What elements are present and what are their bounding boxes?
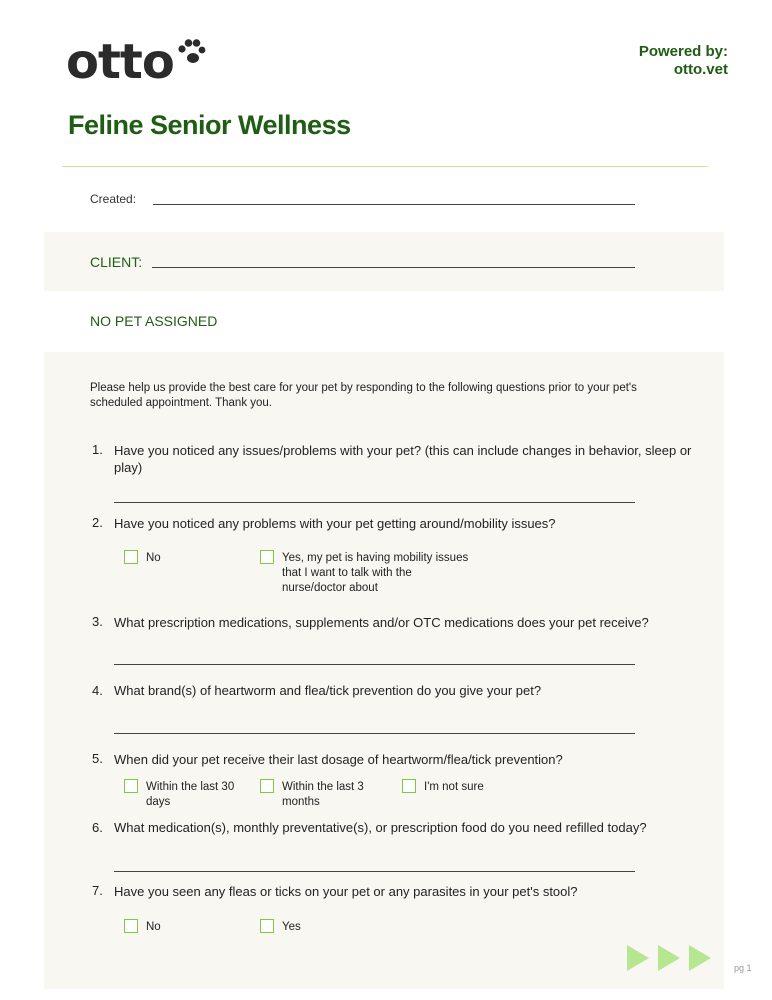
checkbox[interactable]: [402, 779, 416, 793]
created-label: Created:: [90, 192, 137, 206]
answer-line[interactable]: [114, 664, 635, 665]
answer-line[interactable]: [114, 733, 635, 734]
client-label: CLIENT:: [90, 254, 143, 270]
page-number: pg 1: [734, 963, 752, 973]
checkbox[interactable]: [124, 919, 138, 933]
pet-label: NO PET ASSIGNED: [90, 313, 218, 329]
otto-logo: [66, 34, 206, 90]
question-text: When did your pet receive their last dosage of heartworm/flea/tick prevention?: [114, 752, 563, 767]
question-number: 2.: [92, 515, 103, 530]
title-divider: [62, 166, 708, 167]
question-text: What prescription medications, supplements and/or OTC medications does your pet receive?: [114, 615, 649, 630]
powered-by-label: Powered by:: [638, 43, 728, 60]
checkbox[interactable]: [260, 550, 274, 564]
question-number: 5.: [92, 751, 103, 766]
checkbox-label: No: [146, 552, 161, 564]
question-text: What brand(s) of heartworm and flea/tick prevention do you give your pet?: [114, 683, 542, 698]
question-text: Have you noticed any issues/problems with your pet? (this can include changes in behavior, sleep or play): [114, 443, 692, 475]
next-arrows-icon: [627, 945, 711, 971]
checkbox-label: I'm not sure: [424, 781, 484, 793]
client-field[interactable]: [152, 267, 635, 268]
checkbox[interactable]: [260, 919, 274, 933]
checkbox-label: Within the last 30 days: [146, 781, 235, 808]
intro-text: Please help us provide the best care for your pet by responding to the following questions prior to your pet's scheduled appointment. Thank you.: [90, 382, 637, 409]
checkbox-label: No: [146, 921, 161, 933]
answer-line[interactable]: [114, 871, 635, 872]
question-number: 6.: [92, 820, 103, 835]
question-text: Have you noticed any problems with your pet getting around/mobility issues?: [114, 516, 556, 531]
question-number: 4.: [92, 683, 103, 698]
powered-by-link[interactable]: otto.vet: [673, 61, 728, 78]
checkbox[interactable]: [260, 779, 274, 793]
question-text: Have you seen any fleas or ticks on your pet or any parasites in your pet's stool?: [114, 884, 578, 899]
checkbox-label: Within the last 3 months: [282, 781, 364, 808]
question-text: What medication(s), monthly preventative(s), or prescription food do you need refilled today?: [114, 820, 647, 835]
checkbox[interactable]: [124, 550, 138, 564]
checkbox-label: Yes: [282, 921, 301, 933]
checkbox-label: Yes, my pet is having mobility issues that I want to talk with the nurse/doctor about: [282, 552, 469, 594]
created-field[interactable]: [153, 204, 635, 205]
question-number: 1.: [92, 442, 103, 457]
question-number: 7.: [92, 883, 103, 898]
logo-text: otto: [66, 34, 174, 90]
client-band: [44, 232, 724, 291]
checkbox[interactable]: [124, 779, 138, 793]
paw-icon: [176, 38, 206, 68]
form-title: Feline Senior Wellness: [68, 110, 351, 140]
answer-line[interactable]: [114, 502, 635, 503]
powered-by: [639, 43, 728, 79]
question-number: 3.: [92, 614, 103, 629]
